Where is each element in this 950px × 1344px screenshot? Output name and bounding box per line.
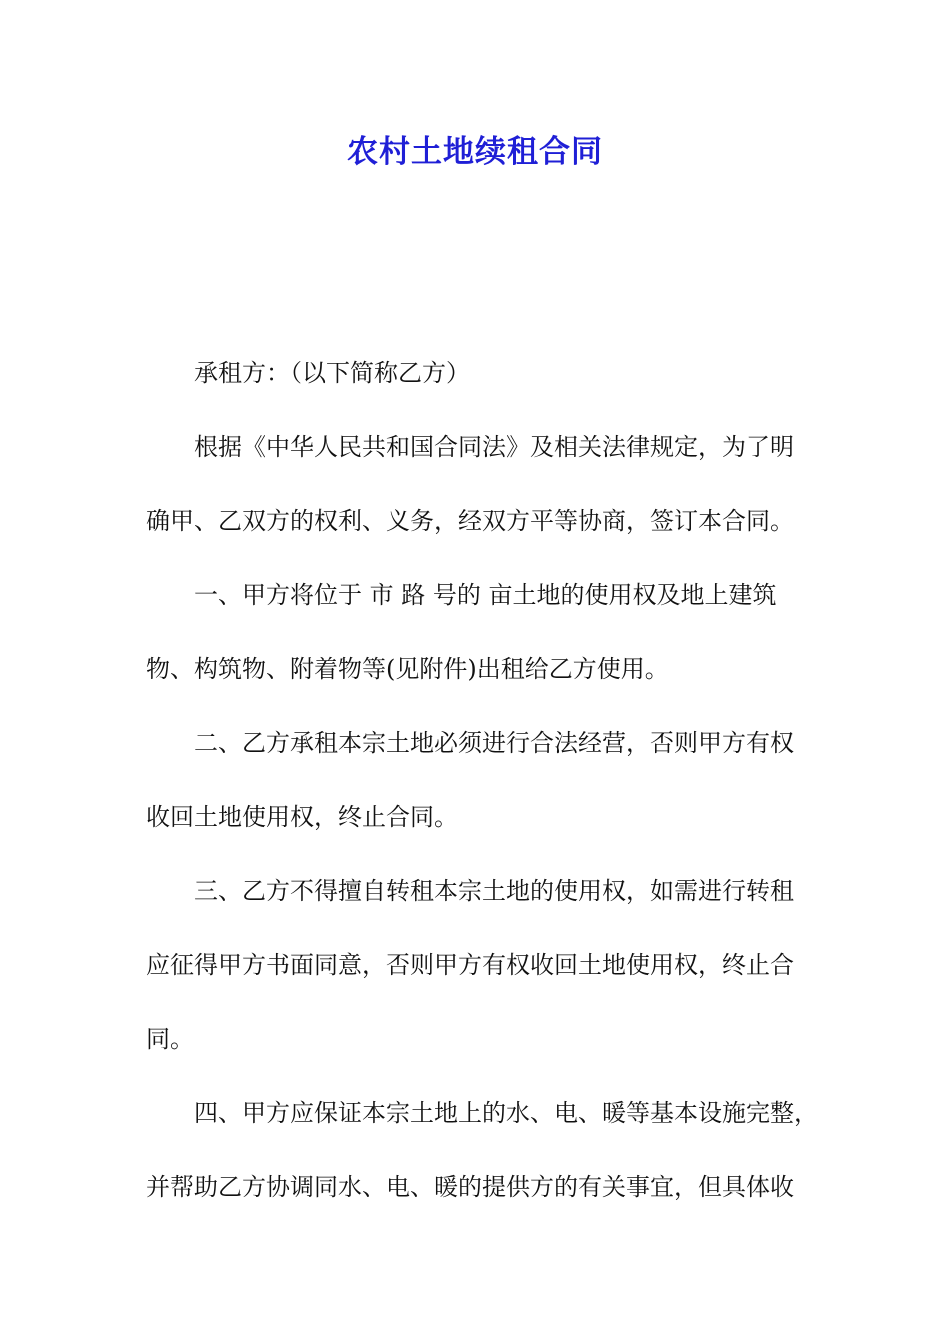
- paragraph-lessee: [146, 336, 826, 410]
- paragraph-line: 应征得甲方书面同意，否则甲方有权收回土地使用权，终止合: [146, 951, 794, 979]
- paragraph-line: 同。: [146, 1025, 194, 1053]
- clause-3: [146, 854, 826, 1076]
- paragraph-line: 承租方：（以下简称乙方）: [194, 359, 470, 387]
- paragraph-line: 根据《中华人民共和国合同法》及相关法律规定，为了明: [194, 433, 794, 461]
- paragraph-line: 三、乙方不得擅自转租本宗土地的使用权，如需进行转租: [194, 877, 794, 905]
- paragraph-preamble: [146, 410, 826, 558]
- clause-4: [146, 1076, 826, 1224]
- document-body: [146, 336, 826, 1224]
- paragraph-line: 确甲、乙双方的权利、义务，经双方平等协商，签订本合同。: [146, 507, 794, 535]
- document-title: 农村土地续租合同: [347, 134, 603, 170]
- paragraph-line: 并帮助乙方协调同水、电、暖的提供方的有关事宜，但具体收: [146, 1173, 794, 1201]
- paragraph-line: 二、乙方承租本宗土地必须进行合法经营，否则甲方有权: [194, 729, 794, 757]
- clause-1: [146, 558, 826, 706]
- paragraph-line: 物、构筑物、附着物等(见附件)出租给乙方使用。: [146, 655, 669, 683]
- paragraph-line: 四、甲方应保证本宗土地上的水、电、暖等基本设施完整，: [194, 1099, 818, 1127]
- paragraph-line: 一、甲方将位于 市 路 号的 亩土地的使用权及地上建筑: [194, 581, 777, 609]
- clause-2: [146, 706, 826, 854]
- paragraph-line: 收回土地使用权，终止合同。: [146, 803, 458, 831]
